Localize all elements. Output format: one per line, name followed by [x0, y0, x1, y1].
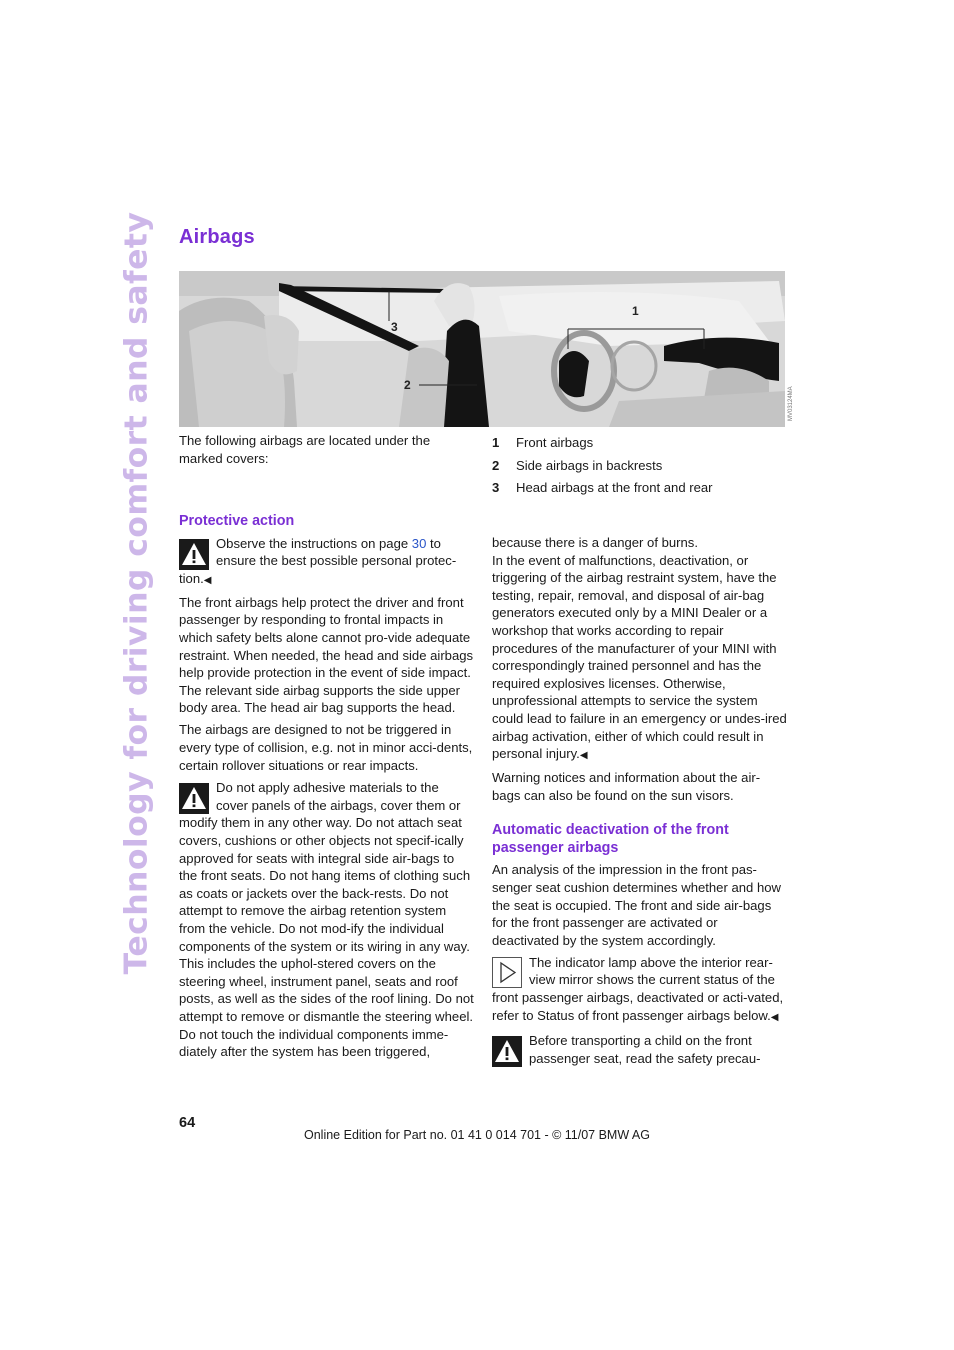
warning-triangle-icon: [179, 539, 209, 570]
legend-number: 2: [492, 457, 500, 473]
warning-note: Do not apply adhesive materials to the cover panels of the airbags, cover them or modify them in any other way. Do not attach seat covers, cushions or other objects not specif-ically approved for seats with integral side air-bags to the front seats. Do not hang items of clothing such as coats or jackets over the back-rests. Do not attempt to remove the airbag retention system from the vehicle. Do not mod-ify the individual components of the system or its wiring in any way. This includes the uphol-stered covers on the steering wheel, instrument panel, seats and roof posts, as well as the sides of the roof lining. Do not attempt to remove or dismantle the steering wheel. Do not touch the individual components imme-diately after the system has been triggered,: [179, 780, 474, 1060]
page-number: 64: [179, 1115, 196, 1131]
callout-1: 1: [632, 304, 639, 318]
warning-note: Observe the instructions on page 30 to ensure the best possible personal protec-tion.◀: [179, 535, 457, 586]
right-column: [492, 534, 787, 1072]
legend-item: [492, 455, 713, 478]
end-mark-icon: ◀: [579, 750, 588, 762]
car-interior-illustration: [179, 271, 794, 427]
paragraph: Warning notices and information about the air-bags can also be found on the sun visors.: [492, 770, 761, 803]
section-title: Airbags: [179, 226, 255, 248]
warning-note: Before transporting a child on the front passenger seat, read the safety precau-: [492, 1032, 787, 1067]
paragraph: The front airbags help protect the driver and front passenger by responding to frontal impacts in which safety belts alone cannot pro-vide adequate restraint. When needed, the head and side airbags help provide protection in the event of side impact. The relevant side airbag supports the side upper body area. The head air bag supports the head.: [179, 594, 474, 716]
airbag-legend: [492, 432, 713, 500]
side-chapter-title: Technology for driving comfort and safety: [118, 211, 154, 974]
callout-2: 2: [404, 378, 411, 392]
note-play-icon: [492, 957, 522, 988]
end-mark-icon: ◀: [203, 574, 212, 586]
intro-text: The following airbags are located under the marked covers:: [179, 433, 431, 466]
end-mark-icon: ◀: [770, 1011, 779, 1023]
legend-number: 3: [492, 480, 500, 495]
paragraph: An analysis of the impression in the front pas-senger seat cushion determines whether and how the seat is occupied. The front and side air-bags for the front passenger are activated or deactivated by the system accordingly.: [492, 862, 781, 948]
legend-number: 1: [492, 435, 500, 450]
warning-triangle-icon: [179, 783, 209, 814]
paragraph: In the event of malfunctions, deactivation, or triggering of the airbag restraint system, have the testing, repair, removal, and disposal of air-bag generators executed only by a MINI Dealer or a workshop that works according to repair procedures of the manufacturer of your MINI with correspondingly trained personnel and has the required explosives licenses. Otherwise, unprofessional attempts to service the system could lead to failure in an emergency or undes-ired airbag activation, either of which could result in personal injury.◀: [492, 552, 787, 762]
protective-action-section: [179, 513, 474, 1065]
airbag-figure: [179, 271, 794, 427]
warning-triangle-icon: [492, 1036, 522, 1067]
page-link[interactable]: 30: [411, 535, 427, 551]
paragraph: because there is a danger of burns.: [492, 535, 698, 550]
legend-label: Front airbags: [516, 435, 594, 450]
image-code: MV03124MA: [788, 386, 794, 421]
legend-label: Side airbags in backrests: [516, 457, 663, 473]
indicator-note: The indicator lamp above the interior rear-view mirror shows the current status of the front passenger airbags, deactivated or acti-vated, refer to Status of front passenger airbags below.◀: [492, 954, 784, 1023]
protective-action-heading: Protective action: [179, 513, 295, 529]
callout-3: 3: [391, 320, 398, 334]
legend-item: [492, 477, 713, 500]
paragraph: The airbags are designed to not be triggered in every type of collision, e.g. not in minor acci-dents, certain rollover situations or rear impacts.: [179, 722, 473, 773]
deactivation-heading: Automatic deactivation of the front passenger airbags: [492, 822, 729, 856]
left-column: [179, 432, 474, 472]
legend-label: Head airbags at the front and rear: [516, 480, 713, 495]
legend-item: [492, 432, 713, 455]
footer: Online Edition for Part no. 01 41 0 014 701 - © 11/07 BMW AG: [304, 1128, 650, 1142]
